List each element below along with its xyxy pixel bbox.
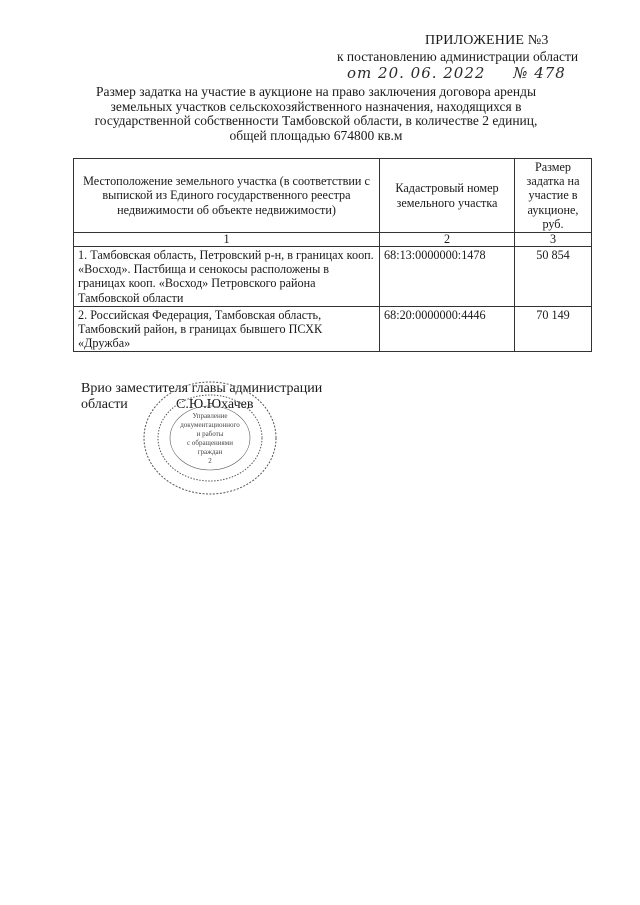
table-row bbox=[74, 247, 592, 307]
column-number-row bbox=[74, 233, 592, 247]
row-location: 2. Российская Федерация, Тамбовская область, Тамбовский район, в границах бывшего ПСХК «Дружба» bbox=[74, 306, 380, 352]
handwritten-date-number bbox=[347, 64, 566, 82]
document-title: Размер задатка на участие в аукционе на право заключения договора аренды земельных участков сельскохозяйственного назначения, находящихся в государственной собственности Тамбовской области, в количестве 2 единиц, общей площадью 674800 кв.м bbox=[94, 84, 538, 143]
handwritten-number: № 478 bbox=[513, 64, 566, 82]
column-number: 2 bbox=[380, 233, 515, 247]
stamp-seal-image bbox=[144, 382, 276, 494]
signatory-title-line: Врио заместителя главы администрации bbox=[81, 381, 323, 396]
table-header-row bbox=[74, 159, 592, 233]
appendix-to: к постановлению администрации области bbox=[337, 49, 579, 64]
table-row bbox=[74, 306, 592, 352]
row-deposit: 70 149 bbox=[515, 306, 592, 352]
stamp-text: с обращениями bbox=[187, 439, 233, 447]
stamp-text: Управление bbox=[192, 412, 228, 420]
row-location: 1. Тамбовская область, Петровский р-н, в границах кооп. «Восход». Пастбища и сенокосы расположены в границах кооп. «Восход» Петровского района Тамбовской области bbox=[74, 247, 380, 307]
column-number: 1 bbox=[74, 233, 380, 247]
stamp-text: граждан bbox=[197, 448, 223, 456]
stamp-text: и работы bbox=[196, 430, 224, 438]
deposit-table bbox=[73, 158, 592, 352]
signatory-title-line: области bbox=[81, 397, 128, 412]
header-location: Местоположение земельного участка (в соответствии с выпиской из Единого государственного реестра недвижимости об объекте недвижимости) bbox=[74, 159, 380, 233]
official-stamp bbox=[140, 378, 280, 498]
header-deposit: Размер задатка на участие в аукционе, руб. bbox=[515, 159, 592, 233]
appendix-number: ПРИЛОЖЕНИЕ №3 bbox=[425, 33, 549, 48]
stamp-text: документационного bbox=[180, 421, 240, 429]
signatory-name: С.Ю.Юхачев bbox=[176, 397, 254, 412]
row-deposit: 50 854 bbox=[515, 247, 592, 307]
row-cadastral: 68:13:0000000:1478 bbox=[380, 247, 515, 307]
stamp-text: 2 bbox=[208, 457, 212, 465]
handwritten-date: от 20. 06. 2022 bbox=[347, 64, 486, 82]
header-cadastral: Кадастровый номер земельного участка bbox=[380, 159, 515, 233]
column-number: 3 bbox=[515, 233, 592, 247]
row-cadastral: 68:20:0000000:4446 bbox=[380, 306, 515, 352]
